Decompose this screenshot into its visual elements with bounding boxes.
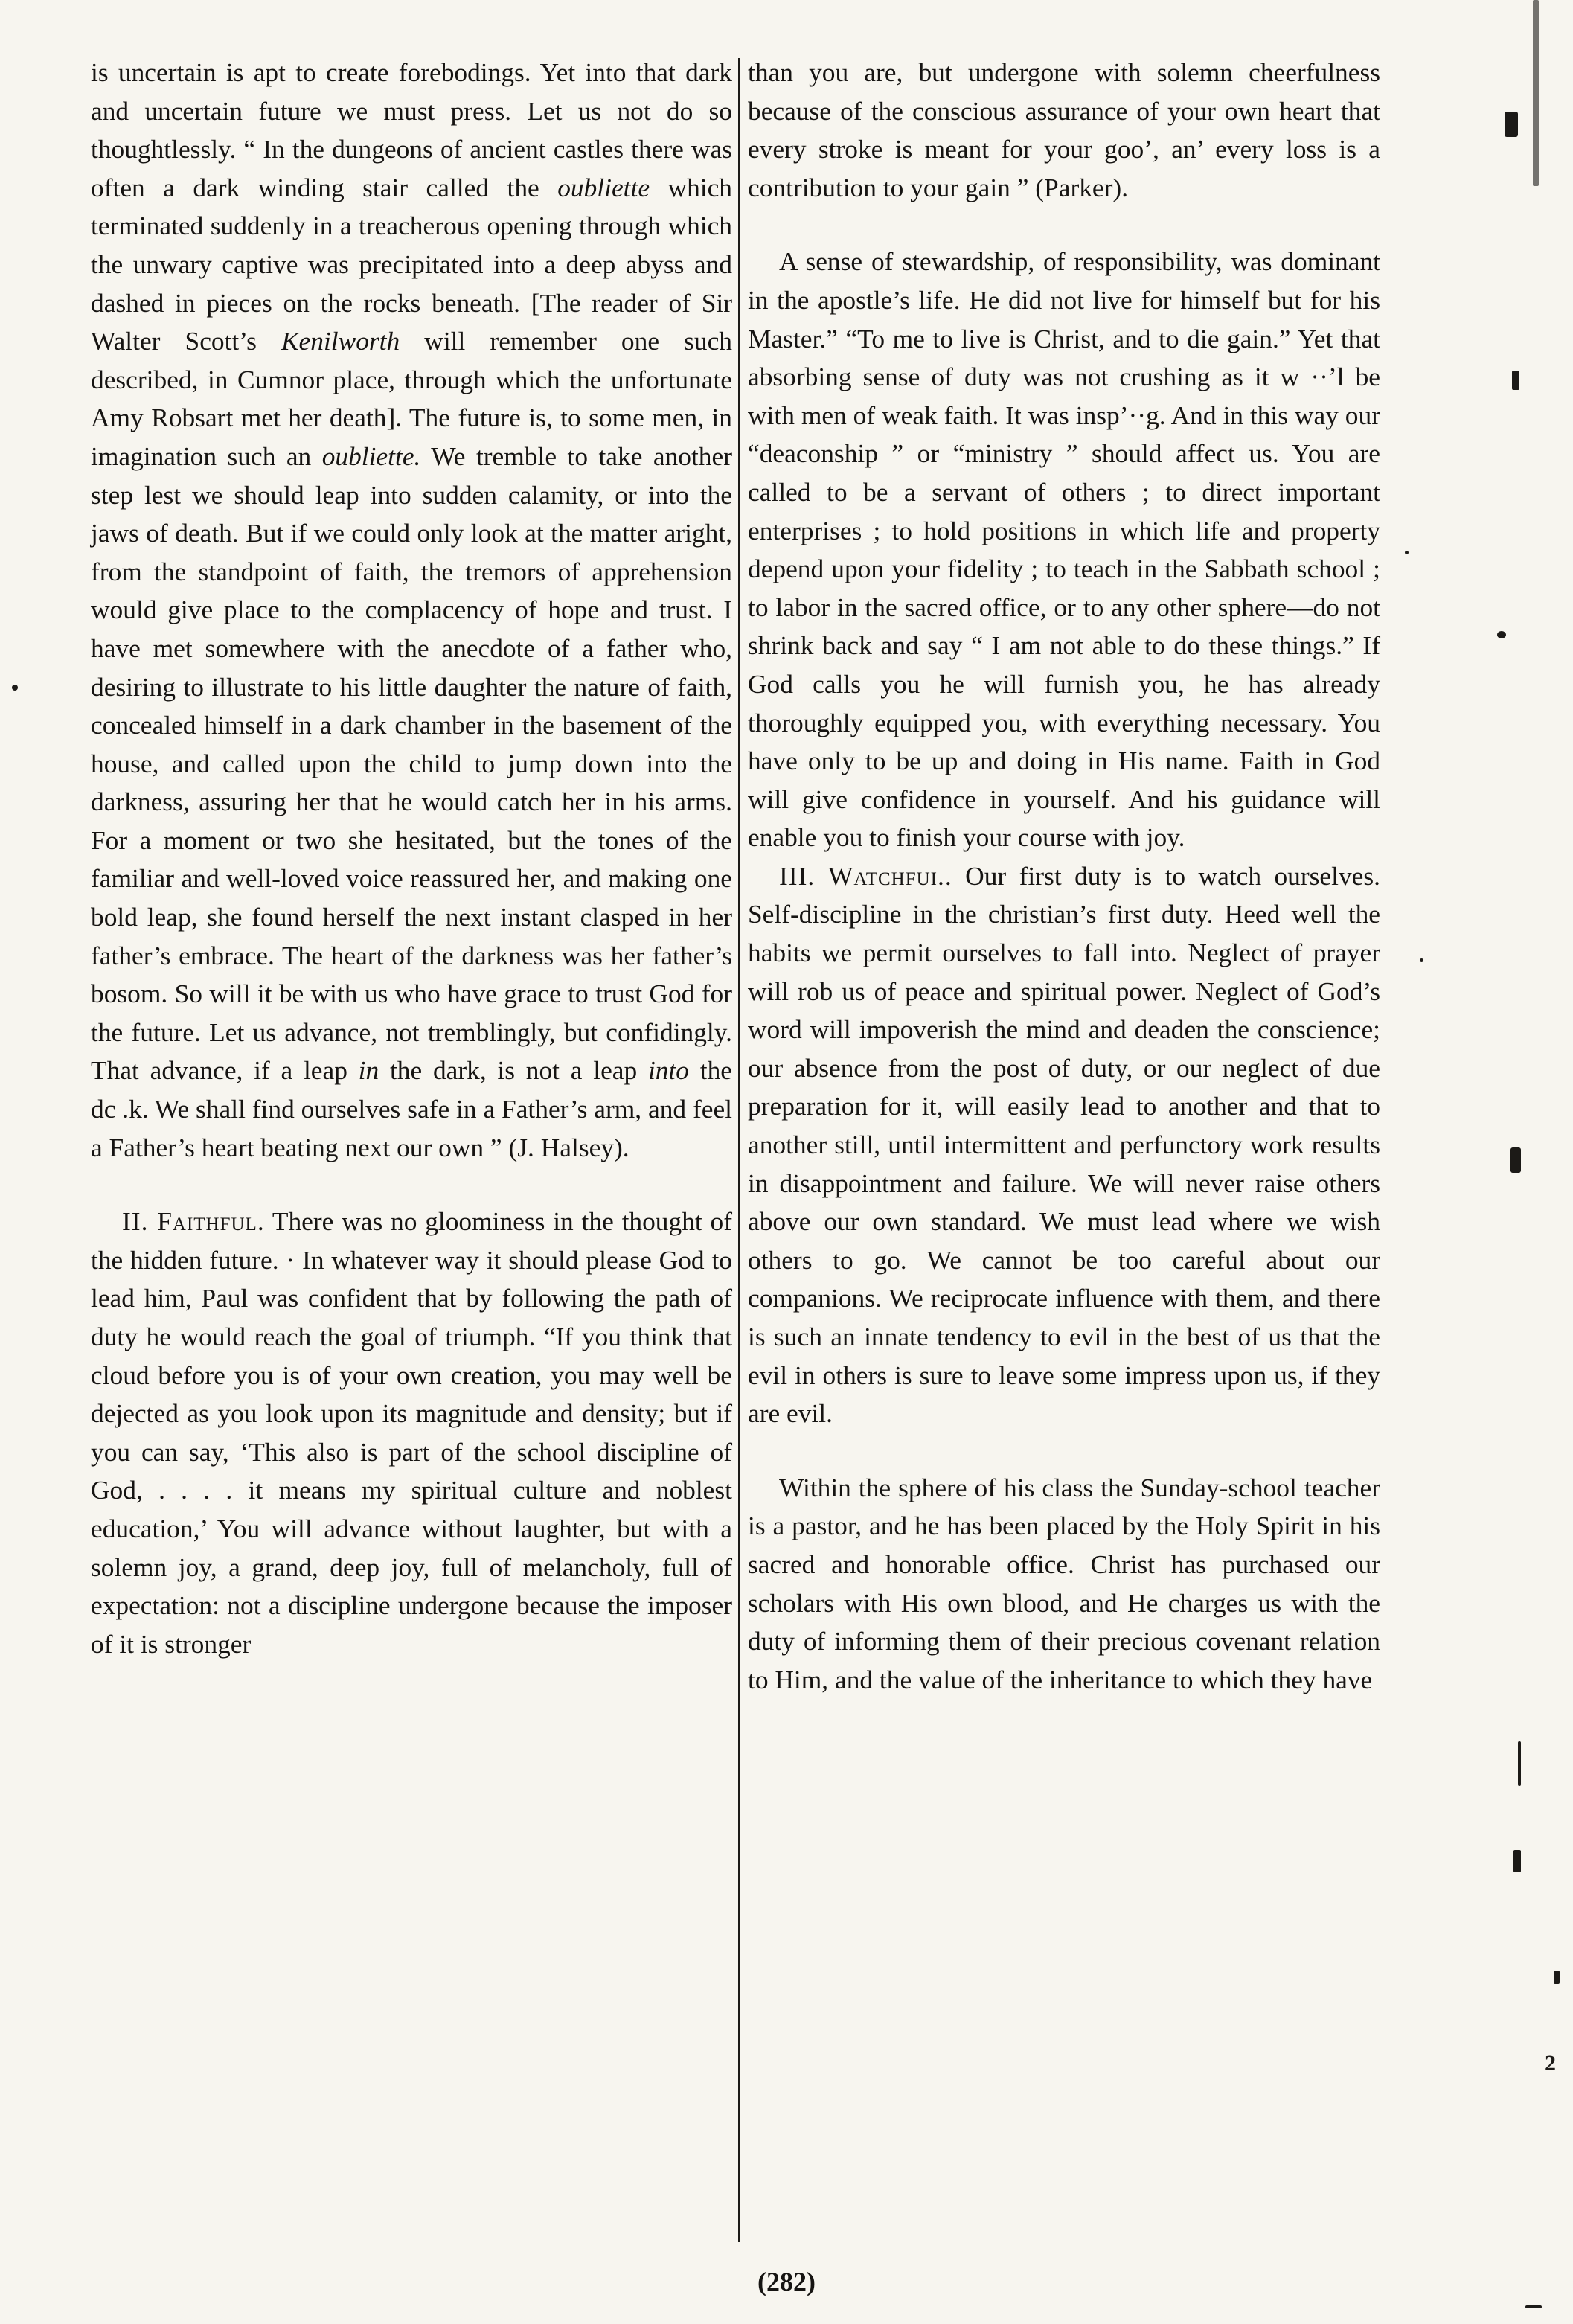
section-heading-watchful: III. Watchfui.. [779, 860, 952, 891]
scan-speck [1525, 2305, 1542, 2308]
paragraph-watchful-text: Our first duty is to watch ourselves. Self-discipline in the christian’s first duty. Heed well the habits we permit ourselves to fall into. Neglect of prayer will rob us of peace and spiritual power. Neglect of God’s word will impoverish the mind and deaden the conscience; our absence from the post of duty, or our neglect of due preparation for it, will easily lead to another and that to another still, until intermittent and perfunctory work results in disappointment and failure. We will never raise others above our own standard. We must lead where we wish others to go. We cannot be too careful about our companions. We reciprocate influence with them, and there is such an innate tendency to evil in the best of us that the evil in others is sure to leave some impress upon us, if they are evil. [748, 860, 1381, 1429]
paragraph-stewardship: A sense of stewardship, of responsibility, was dominant in the apostle’s life. He did not live for himself but for his Master.” “To me to live is Christ, and to die gain.” Yet that absorbing sense of duty was not crushing as it w ··’l be with men of weak faith. It was insp’··g. And in this way our “deaconship ” or “ministry ” should affect us. You are called to be a servant of others ; to direct important enterprises ; to hold positions in which life and property depend upon your fidelity ; to teach in the Sabbath school ; to labor in the sacred office, or to any other sphere—do not shrink back and say “ I am not able to do these things.” If God calls you he will furnish you, he has already thoroughly equipped you, with everything necessary. You have only to be up and doing in His name. Faith in God will give confidence in yourself. And his guidance will enable you to finish your course with joy. [748, 246, 1380, 853]
paragraph-faithful [91, 1203, 732, 1663]
paragraph-sunday-school: Within the sphere of his class the Sunday-school teacher is a pastor, and he has been placed by the Holy Spirit in his sacred and honorable office. Christ has purchased our scholars with His own blood, and He charges us with the duty of informing them of their precious covenant relation to Him, and the value of the inheritance to which they have [748, 1472, 1380, 1694]
scan-speck [1554, 1971, 1560, 1984]
scan-speck [1533, 0, 1539, 186]
right-column [748, 54, 1380, 1699]
scan-speck [1510, 1147, 1521, 1173]
paragraph-faithful-text: There was no gloominess in the thought of the hidden future. · In whatever way it should please God to lead him, Paul was confident that by following the path of duty he would reach the goal of triumph. “If you think that cloud before you is of your own creation, you may well be dejected as you look upon its magnitude and density; but if you can say, ‘This also is part of the school discipline of God, . . . . it means my spiritual culture and noblest education,’ You will advance without laughter, but with a solemn joy, a grand, deep joy, full of melancholy, full of expectation: not a discipline undergone because the imposer of it is stronger [91, 1206, 732, 1659]
page-number: (282) [757, 2267, 816, 2296]
section-heading-faithful: II. Faithful. [122, 1206, 265, 1237]
left-column [91, 54, 732, 1663]
margin-glyph: 2 [1545, 2051, 1556, 2075]
scan-speck [1505, 112, 1518, 137]
paragraph-parker-quote: than you are, but undergone with solemn cheerfulness because of the conscious assurance of your own heart that every stroke is meant for your goo’, an’ every loss is a contribution to your gain ” (Parker). [748, 57, 1380, 202]
scan-speck [1518, 1741, 1521, 1786]
scan-speck [1497, 631, 1506, 638]
scan-speck [1420, 958, 1423, 962]
scan-speck [1405, 551, 1409, 554]
column-divider [738, 58, 740, 2242]
scan-speck [1513, 1850, 1521, 1872]
paragraph-watchful [748, 857, 1380, 1433]
scan-speck [1512, 371, 1519, 390]
scan-speck [12, 685, 18, 691]
paragraph-future-darkness: is uncertain is apt to create forebodings. Yet into that dark and uncertain future we must press. Let us not do so thoughtlessly. “ In the dungeons of ancient castles there was often a dark winding stair called the oubliette which terminated suddenly in a treacherous opening through which the unwary captive was precipitated into a deep abyss and dashed in pieces on the rocks beneath. [The reader of Sir Walter Scott’s Kenilworth will remember one such described, in Cumnor place, through which the unfortunate Amy Robsart met her death]. The future is, to some men, in imagination such an oubliette. We tremble to take another step lest we should leap into sudden calamity, or into the jaws of death. But if we could only look at the matter aright, from the standpoint of faith, the tremors of apprehension would give place to the complacency of hope and trust. I have met somewhere with the anecdote of a father who, desiring to illustrate to his little daughter the nature of faith, concealed himself in a dark chamber in the basement of the house, and called upon the child to jump down into the darkness, assuring her that he would catch her in his arms. For a moment or two she hesitated, but the tones of the familiar and well-loved voice reassured her, and making one bold leap, she found herself the next instant clasped in her father’s embrace. The heart of the darkness was her father’s bosom. So will it be with us who have grace to trust God for the future. Let us advance, not tremblingly, but confidingly. That advance, if a leap in the dark, is not a leap into the dc .k. We shall find ourselves safe in a Father’s arm, and feel a Father’s heart beating next our own ” (J. Halsey). [91, 57, 732, 1162]
